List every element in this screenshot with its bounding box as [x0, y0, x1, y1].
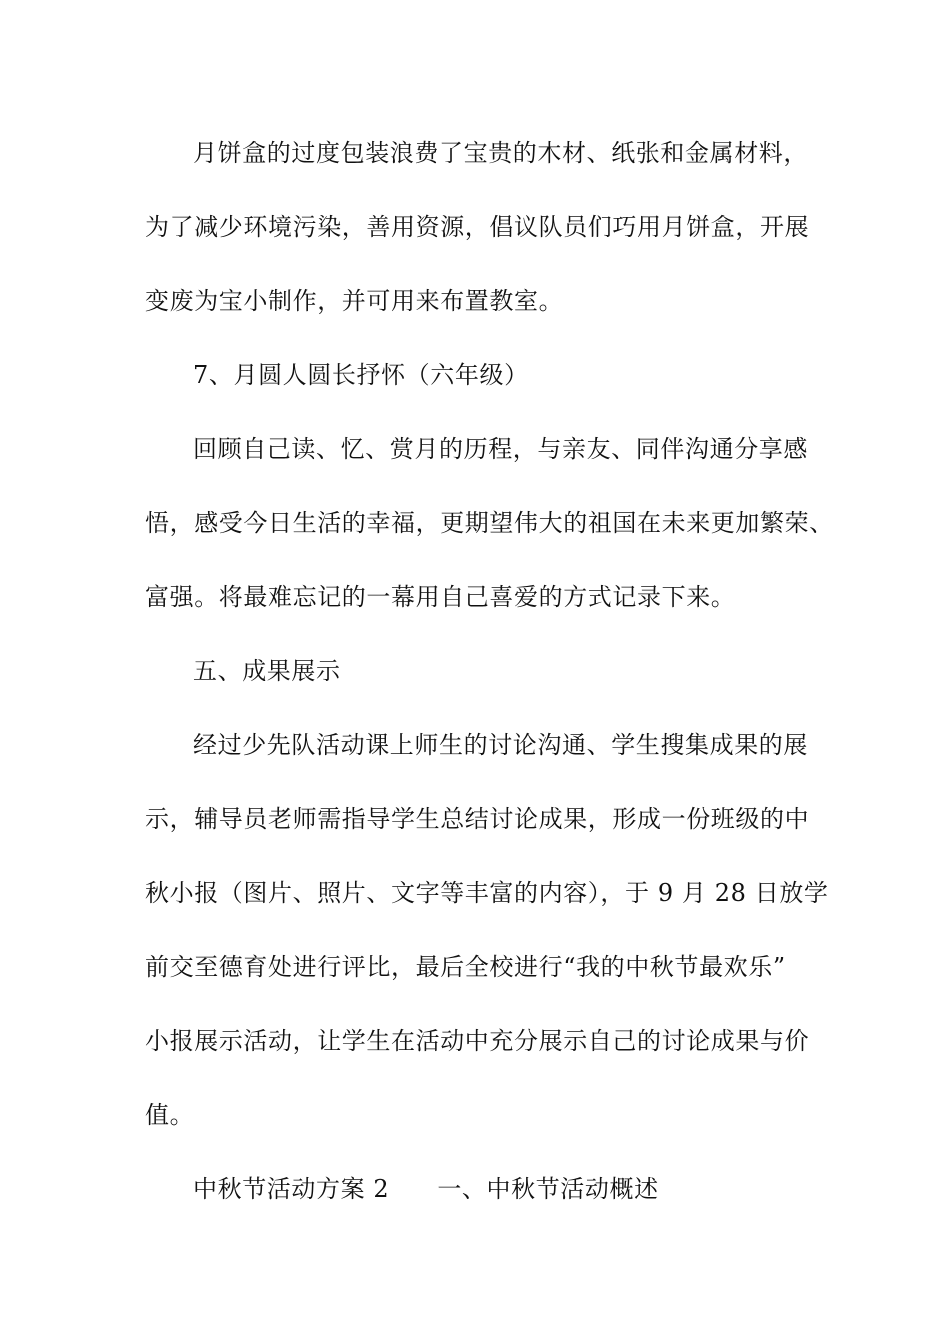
paragraph-line: 悟，感受今日生活的幸福，更期望伟大的祖国在未来更加繁荣、 — [145, 509, 834, 537]
paragraph-line: 为了减少环境污染，善用资源，倡议队员们巧用月饼盒，开展 — [145, 213, 810, 241]
paragraph-line: 变废为宝小制作，并可用来布置教室。 — [145, 287, 564, 315]
paragraph-line: 经过少先队活动课上师生的讨论沟通、学生搜集成果的展 — [193, 731, 808, 759]
section-heading: 一、中秋节活动概述 — [437, 1175, 659, 1203]
paragraph-line: 小报展示活动，让学生在活动中充分展示自己的讨论成果与价 — [145, 1027, 810, 1055]
paragraph-line: 秋小报（图片、照片、文字等丰富的内容），于 9 月 28 日放学 — [145, 879, 829, 907]
heading-line — [193, 1173, 659, 1205]
document-title: 中秋节活动方案 2 — [193, 1175, 390, 1203]
section-heading: 五、成果展示 — [193, 657, 341, 685]
paragraph-line: 回顾自己读、忆、赏月的历程，与亲友、同伴沟通分享感 — [193, 435, 808, 463]
paragraph-line: 月饼盒的过度包装浪费了宝贵的木材、纸张和金属材料， — [193, 139, 808, 167]
paragraph-line: 示，辅导员老师需指导学生总结讨论成果，形成一份班级的中 — [145, 805, 810, 833]
paragraph-line: 前交至德育处进行评比，最后全校进行“我的中秋节最欢乐” — [145, 953, 786, 981]
paragraph-line: 值。 — [145, 1101, 195, 1129]
section-heading: 7、月圆人圆长抒怀（六年级） — [193, 361, 529, 389]
paragraph-line: 富强。将最难忘记的一幕用自己喜爱的方式记录下来。 — [145, 583, 736, 611]
